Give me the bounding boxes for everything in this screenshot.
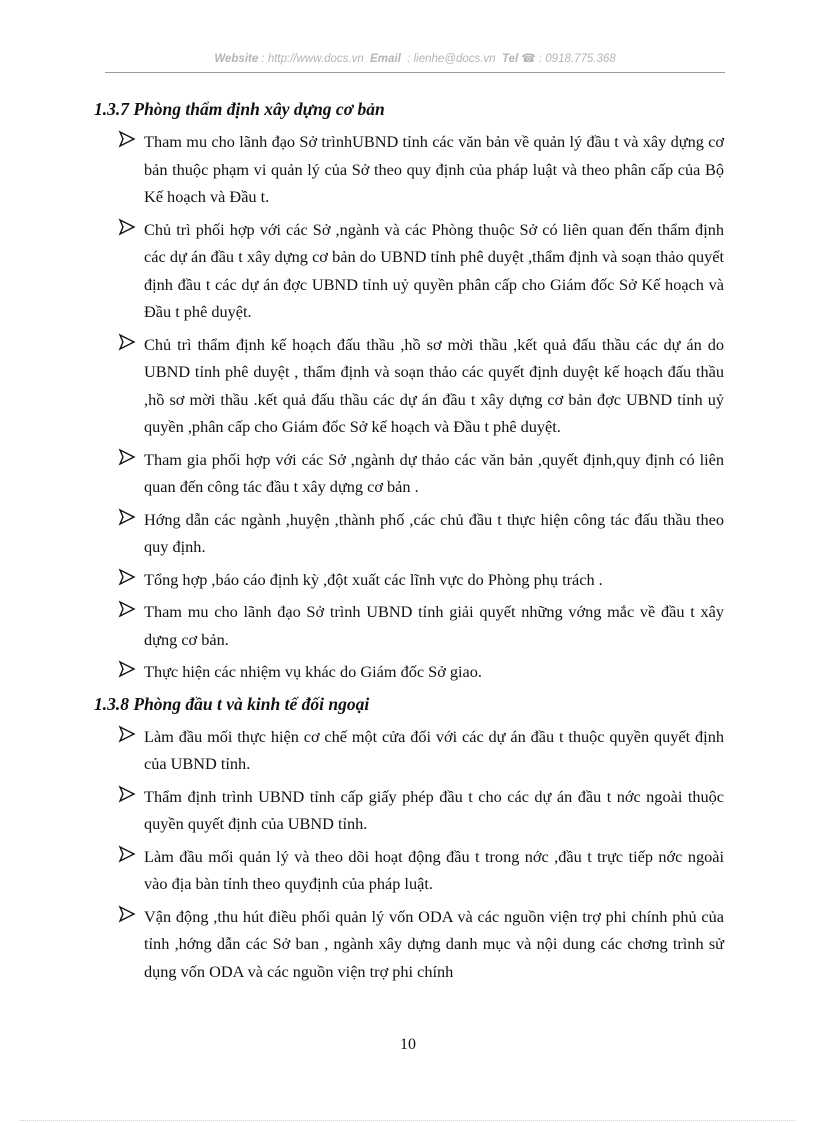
arrow-bullet-icon	[118, 725, 136, 743]
list-item: Tham mu cho lãnh đạo Sở trình UBND tỉnh giải quyết những vớng mắc về đầu t xây dựng cơ bản.	[94, 598, 724, 653]
arrow-bullet-icon	[118, 600, 136, 618]
website-label: Website	[214, 53, 259, 65]
list-item: Hớng dẫn các ngành ,huyện ,thành phố ,các chủ đầu t thực hiện công tác đấu thầu theo quy định.	[94, 506, 724, 561]
section-list-1-3-8	[94, 723, 724, 986]
arrow-bullet-icon	[118, 333, 136, 351]
list-item: Chủ trì phối hợp với các Sở ,ngành và các Phòng thuộc Sở có liên quan đến thẩm định các dự án đầu t xây dựng cơ bản do UBND tỉnh phê duyệt ,thẩm định và soạn thảo quyết định đầu t các dự án đợc UBND tỉnh uỷ quyền phân cấp cho Giám đốc Sở Kế hoạch và Đầu t phê duyệt.	[94, 216, 724, 326]
section-list-1-3-7	[94, 128, 724, 686]
document-body	[94, 96, 724, 990]
section-heading-1-3-7: 1.3.7 Phòng thẩm định xây dựng cơ bản	[94, 99, 385, 119]
list-item: Làm đầu mối thực hiện cơ chế một cửa đối với các dự án đầu t thuộc quyền quyết định của UBND tỉnh.	[94, 723, 724, 778]
tel-value: ☎ : 0918.775.368	[521, 53, 616, 65]
section-heading-1-3-8: 1.3.8 Phòng đầu t và kinh tế đối ngoại	[94, 693, 370, 714]
email-value: : lienhe@docs.vn	[407, 53, 496, 65]
arrow-bullet-icon	[118, 845, 136, 863]
arrow-bullet-icon	[118, 130, 136, 148]
page-header	[105, 50, 725, 73]
arrow-bullet-icon	[118, 785, 136, 803]
arrow-bullet-icon	[118, 508, 136, 526]
arrow-bullet-icon	[118, 568, 136, 586]
arrow-bullet-icon	[118, 218, 136, 236]
list-item: Chủ trì thẩm định kế hoạch đấu thầu ,hồ sơ mời thầu ,kết quả đấu thầu các dự án do UBND tỉnh phê duyệt , thẩm định và soạn thảo các quyết định duyệt kế hoạch đấu thầu ,hồ sơ mời thầu .kết quả đấu thầu các dự án đầu t xây dựng cơ bản đợc UBND tỉnh uỷ quyền ,phân cấp cho Giám đốc Sở kế hoạch và Đầu t phê duyệt.	[94, 331, 724, 441]
list-item: Vận động ,thu hút điều phối quản lý vốn ODA và các nguồn viện trợ phi chính phủ của tỉnh ,hớng dẫn các Sở ban , ngành xây dựng danh mục và nội dung các chơng trình sử dụng vốn ODA và các nguồn viện trợ phi chính	[94, 903, 724, 986]
list-item: Tham mu cho lãnh đạo Sở trìnhUBND tỉnh các văn bản về quản lý đầu t và xây dựng cơ bản thuộc phạm vi quản lý của Sở theo quy định của pháp luật và theo phân cấp của Bộ Kế hoạch và Đầu t.	[94, 128, 724, 211]
list-item: Thẩm định trình UBND tỉnh cấp giấy phép đầu t cho các dự án đầu t nớc ngoài thuộc quyền quyết định của UBND tỉnh.	[94, 783, 724, 838]
arrow-bullet-icon	[118, 448, 136, 466]
list-item: Tham gia phối hợp với các Sở ,ngành dự thảo các văn bản ,quyết định,quy định có liên quan đến công tác đầu t xây dựng cơ bản .	[94, 446, 724, 501]
email-label: Email	[370, 53, 401, 65]
page-bottom-rule	[20, 1120, 796, 1121]
website-value: : http://www.docs.vn	[261, 53, 364, 65]
list-item: Làm đầu mối quản lý và theo dõi hoạt động đầu t trong nớc ,đầu t trực tiếp nớc ngoài vào địa bàn tỉnh theo quyđịnh của pháp luật.	[94, 843, 724, 898]
arrow-bullet-icon	[118, 660, 136, 678]
list-item: Thực hiện các nhiệm vụ khác do Giám đốc Sở giao.	[94, 658, 724, 686]
list-item: Tổng hợp ,báo cáo định kỳ ,đột xuất các lĩnh vực do Phòng phụ trách .	[94, 566, 724, 594]
page-number: 10	[400, 1036, 416, 1053]
tel-label: Tel	[501, 53, 519, 65]
arrow-bullet-icon	[118, 905, 136, 923]
